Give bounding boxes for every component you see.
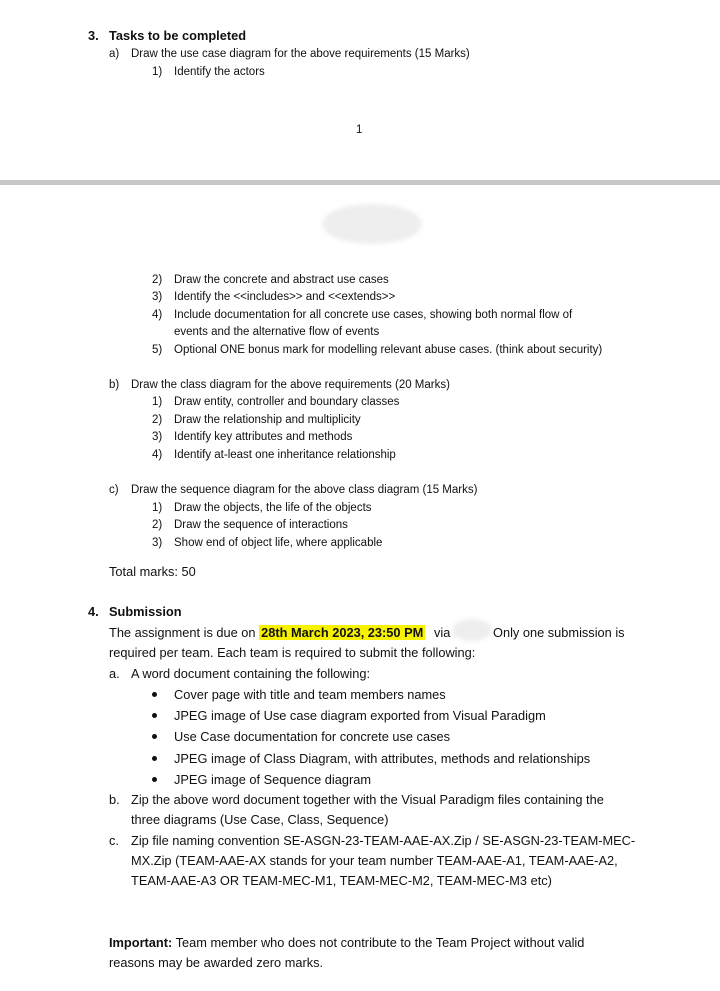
bullet-item: JPEG image of Class Diagram, with attributes, methods and relationships (174, 751, 591, 766)
item-a-label: a. (109, 666, 120, 681)
important-text: Team member who does not contribute to the Team Project without valid (172, 935, 585, 950)
task-a-label: a) (109, 48, 120, 60)
due-line-end: Only one submission is (493, 625, 625, 640)
important-note (109, 935, 584, 950)
task-b-item-num: 4) (152, 449, 163, 461)
page-divider (0, 180, 720, 185)
section-3-title: Tasks to be completed (109, 28, 247, 43)
page-number: 1 (356, 124, 363, 136)
task-a-item-num: 2) (152, 274, 163, 286)
item-c-text: TEAM-AAE-A3 OR TEAM-MEC-M1, TEAM-MEC-M2, TEAM-MEC-M3 etc) (131, 873, 552, 888)
item-b-text: three diagrams (Use Case, Class, Sequence) (131, 812, 389, 827)
bullet-item: Use Case documentation for concrete use cases (174, 729, 450, 744)
bullet-dot (152, 734, 157, 739)
task-b-label: b) (109, 379, 120, 391)
task-c-item-num: 2) (152, 519, 163, 531)
task-a-text: Draw the use case diagram for the above requirements (15 Marks) (131, 48, 470, 60)
section-3-number: 3. (88, 28, 99, 43)
task-c-item-text: Draw the sequence of interactions (174, 519, 348, 531)
task-b-item-num: 2) (152, 414, 163, 426)
bullet-item: Cover page with title and team members names (174, 687, 446, 702)
due-via: via (434, 625, 451, 640)
due-date-highlight: 28th March 2023, 23:50 PM (261, 625, 424, 640)
task-a-item-text: Identify the <<includes>> and <<extends>> (174, 291, 396, 303)
task-a-item-num: 5) (152, 344, 163, 356)
task-a-item-text: Identify the actors (174, 66, 265, 78)
task-b-text: Draw the class diagram for the above requirements (20 Marks) (131, 379, 450, 391)
item-b-text: Zip the above word document together with the Visual Paradigm files containing the (131, 792, 604, 807)
bullet-dot (152, 756, 157, 761)
task-a-item-num: 4) (152, 309, 163, 321)
bullet-dot (152, 713, 157, 718)
task-c-label: c) (109, 484, 119, 496)
task-b-item-text: Identify key attributes and methods (174, 431, 353, 443)
item-c-text: Zip file naming convention SE-ASGN-23-TEAM-AAE-AX.Zip / SE-ASGN-23-TEAM-MEC- (131, 833, 636, 848)
redaction-smudge (322, 204, 422, 244)
task-a-item-text: events and the alternative flow of events (174, 326, 380, 338)
section-4-title: Submission (109, 604, 182, 619)
task-a-item-num: 3) (152, 291, 163, 303)
task-b-item-text: Identify at-least one inheritance relationship (174, 449, 396, 461)
task-b-item-text: Draw entity, controller and boundary classes (174, 396, 400, 408)
task-c-text: Draw the sequence diagram for the above class diagram (15 Marks) (131, 484, 478, 496)
task-a-item-text: Include documentation for all concrete use cases, showing both normal flow of (174, 309, 573, 321)
bullet-item: JPEG image of Sequence diagram (174, 772, 372, 787)
task-a-item-text: Draw the concrete and abstract use cases (174, 274, 389, 286)
task-a-item-text: Optional ONE bonus mark for modelling relevant abuse cases. (think about security) (174, 344, 603, 356)
submission-instructions: required per team. Each team is required to submit the following: (109, 645, 476, 660)
task-b-item-text: Draw the relationship and multiplicity (174, 414, 361, 426)
important-label: Important: (109, 935, 173, 950)
item-c-label: c. (109, 833, 119, 848)
important-text: reasons may be awarded zero marks. (109, 955, 324, 970)
task-c-item-text: Show end of object life, where applicable (174, 537, 383, 549)
bullet-dot (152, 777, 157, 782)
section-4-number: 4. (88, 604, 99, 619)
task-a-item-num: 1) (152, 66, 163, 78)
bullet-item: JPEG image of Use case diagram exported from Visual Paradigm (174, 708, 546, 723)
redaction-smudge (452, 619, 492, 641)
task-b-item-num: 1) (152, 396, 163, 408)
due-intro: The assignment is due on (109, 625, 260, 640)
due-line (109, 625, 425, 640)
task-c-item-text: Draw the objects, the life of the objects (174, 502, 372, 514)
bullet-dot (152, 692, 157, 697)
task-c-item-num: 1) (152, 502, 163, 514)
total-marks: Total marks: 50 (109, 564, 196, 579)
item-c-text: MX.Zip (TEAM-AAE-AX stands for your team number TEAM-AAE-A1, TEAM-AAE-A2, (131, 853, 618, 868)
item-b-label: b. (109, 792, 120, 807)
task-b-item-num: 3) (152, 431, 163, 443)
item-a-text: A word document containing the following: (131, 666, 371, 681)
task-c-item-num: 3) (152, 537, 163, 549)
